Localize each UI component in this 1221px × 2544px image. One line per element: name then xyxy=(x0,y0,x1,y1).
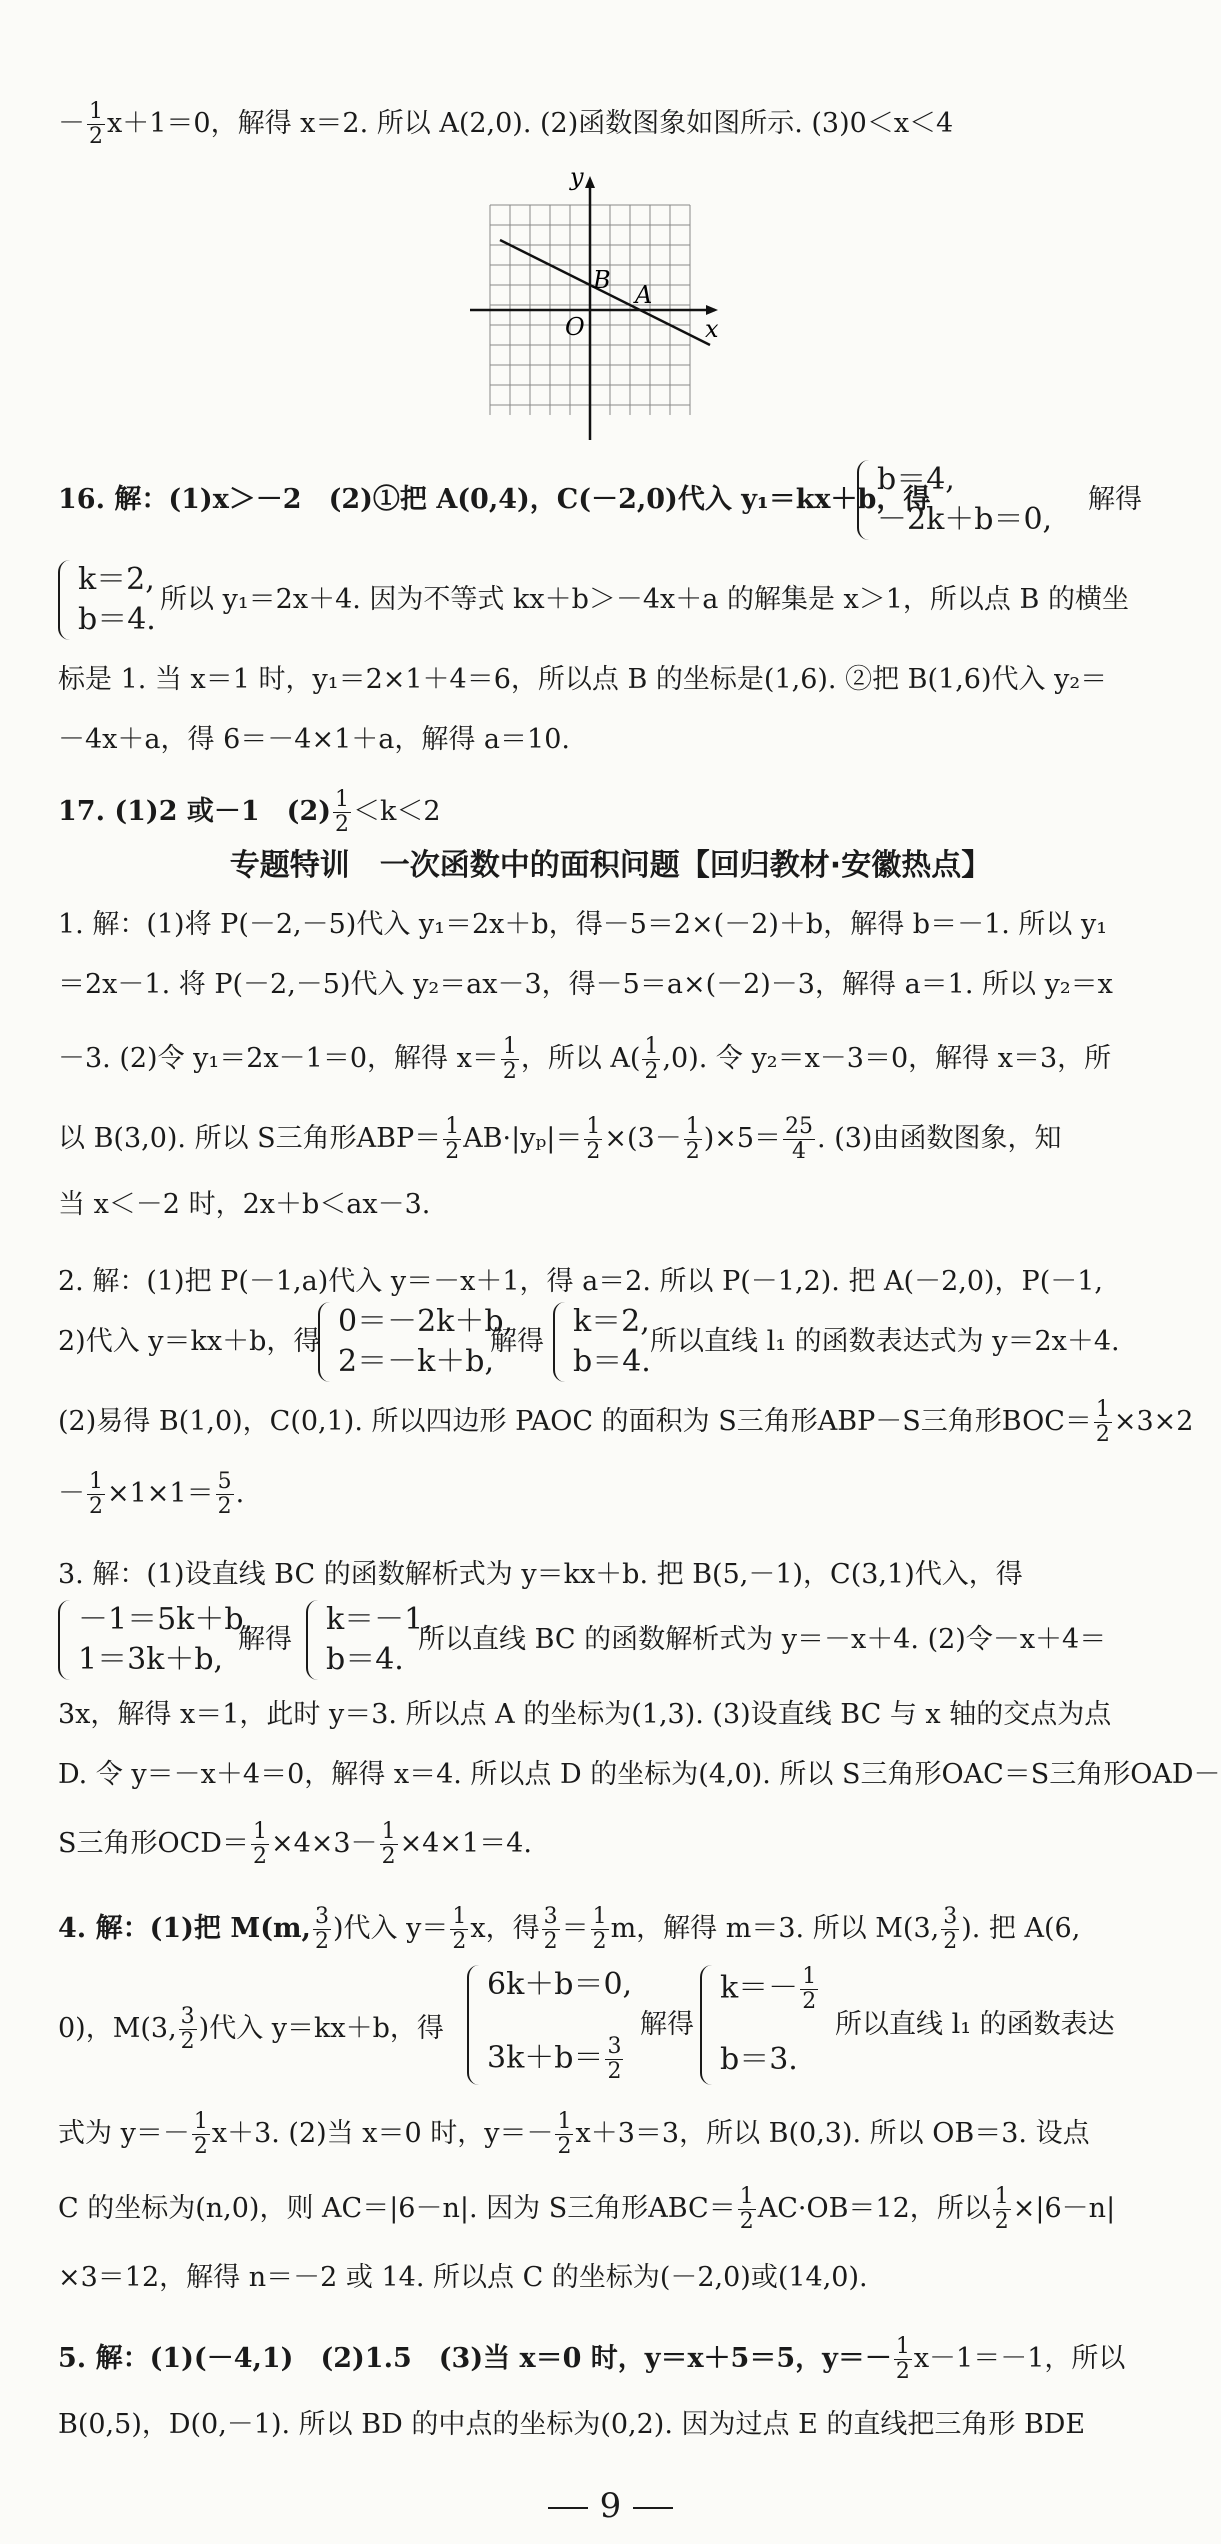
text: x＋1＝0，解得 x＝2. 所以 A(2,0). (2)函数图象如图所示. (3)0＜x＜4 xyxy=(107,108,954,139)
equation-system: 0＝－2k＋b, 2＝－k＋b, xyxy=(318,1302,498,1382)
text-line: －4x＋a，得 6＝－4×1＋a，解得 a＝10. xyxy=(58,724,570,755)
text-line: C 的坐标为(n,0)，则 AC＝|6－n|. 因为 S三角形ABC＝ $\frac{1}{2}$ AC·OB＝12，所以 $\frac{1}{2}$ ×|6－n| xyxy=(58,2184,1116,2234)
text: ＜k＜2 xyxy=(353,796,441,827)
text-line: 当 x＜－2 时，2x＋b＜ax－3. xyxy=(58,1189,431,1220)
text: 所以直线 BC 的函数解析式为 y＝－x＋4. (2)令－x＋4＝ xyxy=(418,1624,1107,1655)
text: 2)代入 y＝kx＋b，得 xyxy=(58,1326,321,1357)
equation-system: k＝－ $\frac{1}{2}$ b＝3. xyxy=(700,1965,830,2085)
point-b-label: B xyxy=(593,266,611,294)
function-graph xyxy=(460,160,740,450)
text: 所以直线 l₁ 的函数表达 xyxy=(835,2009,1115,2040)
equation-system: －1＝5k＋b, 1＝3k＋b, xyxy=(58,1600,238,1680)
text: 解得 xyxy=(1088,484,1142,515)
text: － xyxy=(58,108,85,139)
equation-system: 6k＋b＝0, 3k＋b＝ $\frac{3}{2}$ xyxy=(467,1965,647,2085)
text-line: S三角形OCD＝ $\frac{1}{2}$ ×4×3－ $\frac{1}{2}$ ×4×1＝4. xyxy=(58,1819,532,1869)
text-line: 2. 解：(1)把 P(－1,a)代入 y＝－x＋1，得 a＝2. 所以 P(－1,2). 把 A(－2,0)，P(－1, xyxy=(58,1266,1103,1297)
text-line: 标是 1. 当 x＝1 时，y₁＝2×1＋4＝6，所以点 B 的坐标是(1,6). ②把 B(1,6)代入 y₂＝ xyxy=(58,664,1108,695)
text-line: ×3＝12，解得 n＝－2 或 14. 所以点 C 的坐标为(－2,0)或(14,0). xyxy=(58,2262,868,2293)
text: 17. (1)2 或－1 (2) xyxy=(58,796,332,827)
text-line: (2)易得 B(1,0)，C(0,1). 所以四边形 PAOC 的面积为 S三角形ABP－S三角形BOC＝ $\frac{1}{2}$ ×3×2 xyxy=(58,1397,1194,1447)
text-line: 0)，M(3, $\frac{3}{2}$ )代入 y＝kx＋b，得 xyxy=(58,2004,444,2054)
section-title: 专题特训 一次函数中的面积问题【回归教材·安徽热点】 xyxy=(229,848,992,883)
text-line: － $\frac{1}{2}$ ×1×1＝ $\frac{5}{2}$ . xyxy=(58,1469,245,1519)
equation-system: b＝4, －2k＋b＝0, xyxy=(857,460,1087,540)
text-line: 3x，解得 x＝1，此时 y＝3. 所以点 A 的坐标为(1,3). (3)设直线 BC 与 x 轴的交点为点 xyxy=(58,1699,1112,1730)
fraction: $\frac{1}{2}$ xyxy=(89,99,103,149)
text-line: 4. 解：(1)把 M(m, $\frac{3}{2}$ )代入 y＝ $\frac{1}{2}$ x，得 $\frac{3}{2}$ ＝ $\frac{1}{2}$ m，解得 m＝3. 所以 M(3, $\frac{3}{2}$ ). 把 A(6, xyxy=(58,1904,1081,1954)
text: 解得 xyxy=(640,2009,694,2040)
text: 解得 xyxy=(490,1326,544,1357)
text-line: ＝2x－1. 将 P(－2,－5)代入 y₂＝ax－3，得－5＝a×(－2)－3，解得 a＝1. 所以 y₂＝x xyxy=(58,969,1113,1000)
text: 所以直线 l₁ 的函数表达式为 y＝2x＋4. xyxy=(650,1326,1120,1357)
text: 所以 y₁＝2x＋4. 因为不等式 kx＋b＞－4x＋a 的解集是 x＞1，所以点 B 的横坐 xyxy=(160,584,1129,615)
fraction: $\frac{1}{2}$ xyxy=(335,787,350,837)
text-line: 1. 解：(1)将 P(－2,－5)代入 y₁＝2x＋b，得－5＝2×(－2)＋b，解得 b＝－1. 所以 y₁ xyxy=(58,909,1108,940)
text-line: 式为 y＝－ $\frac{1}{2}$ x＋3. (2)当 x＝0 时，y＝－ $\frac{1}{2}$ x＋3＝3，所以 B(0,3). 所以 OB＝3. 设点 xyxy=(58,2109,1090,2159)
equation-system: k＝2, b＝4. xyxy=(553,1302,663,1382)
equation-system: k＝2, b＝4. xyxy=(58,560,178,640)
x-label: x xyxy=(705,315,719,343)
text-line: 3. 解：(1)设直线 BC 的函数解析式为 y＝kx＋b. 把 B(5,－1)，C(3,1)代入，得 xyxy=(58,1559,1023,1590)
page-number: 9 xyxy=(0,2486,1221,2526)
origin-label: O xyxy=(565,313,585,341)
text: 解得 xyxy=(238,1624,292,1655)
text-line: 5. 解：(1)(－4,1) (2)1.5 (3)当 x＝0 时，y＝x＋5＝5，y＝－ $\frac{1}{2}$ x－1＝－1，所以 xyxy=(58,2334,1126,2384)
text-line: －3. (2)令 y₁＝2x－1＝0，解得 x＝ $\frac{1}{2}$ ，所以 A( $\frac{1}{2}$ ,0). 令 y₂＝x－3＝0，解得 x＝3，所 xyxy=(58,1034,1112,1084)
text: 16. 解：(1)x＞－2 (2)①把 A(0,4)，C(－2,0)代入 y₁＝kx＋b，得 xyxy=(58,484,931,515)
text-line: 以 B(3,0). 所以 S三角形ABP＝ $\frac{1}{2}$ AB·|yₚ|＝ $\frac{1}{2}$ ×(3－ $\frac{1}{2}$ )×5＝ $\frac{25}{4}$ . (3)由函数图象，知 xyxy=(58,1114,1062,1164)
y-label: y xyxy=(570,163,584,191)
equation-system: k＝－1, b＝4. xyxy=(306,1600,416,1680)
point-a-label: A xyxy=(635,281,653,309)
text-line xyxy=(58,788,1163,837)
text-line: D. 令 y＝－x＋4＝0，解得 x＝4. 所以点 D 的坐标为(4,0). 所以 S三角形OAC＝S三角形OAD－ xyxy=(58,1759,1221,1790)
text-line: B(0,5)，D(0,－1). 所以 BD 的中点的坐标为(0,2). 因为过点 E 的直线把三角形 BDE xyxy=(58,2409,1086,2440)
text-line xyxy=(58,100,1163,149)
